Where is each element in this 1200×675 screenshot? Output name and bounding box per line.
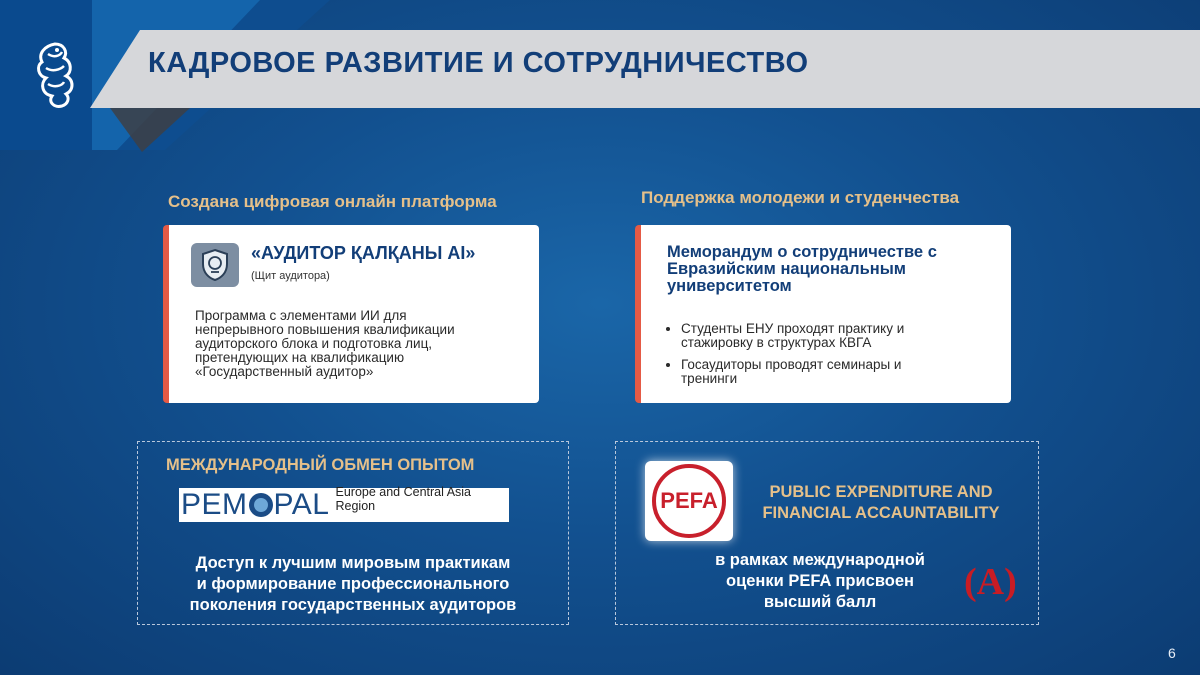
youth-heading: Поддержка молодежи и студенчества <box>641 188 960 207</box>
pempal-region: Europe and Central Asia Region <box>335 485 472 513</box>
pempal-logo-text: PEM PAL <box>181 488 330 521</box>
memorandum-card <box>635 225 1011 403</box>
pefa-heading: PUBLIC EXPENDITURE AND FINANCIAL ACCAUNTABILITY <box>762 483 1000 522</box>
shield-icon <box>191 243 239 287</box>
pempal-logo <box>179 485 509 522</box>
platform-heading: Создана цифровая онлайн платформа <box>168 192 497 211</box>
platform-name: «АУДИТОР ҚАЛҚАНЫ AI» <box>251 243 476 263</box>
pefa-text: в рамках международной оценки PEFA присвоен высший балл <box>715 551 925 611</box>
platform-description: Программа с элементами ИИ для непрерывного повышения квалификации аудиторского блока и подготовка лиц, претендующих на квалификацию «Государственный аудитор» <box>195 308 455 379</box>
snow-leopard-logo-icon <box>30 40 80 110</box>
logo-panel <box>0 0 92 150</box>
globe-icon <box>249 493 273 517</box>
list-item: • Госаудиторы проводят семинары и тренинги <box>681 358 1011 386</box>
platform-card <box>163 225 539 403</box>
memorandum-title: Меморандум о сотрудничестве с Евразийским национальным университетом <box>667 243 937 295</box>
exchange-text: Доступ к лучшим мировым практикам и формирование профессионального поколения государственных аудиторов <box>189 554 517 614</box>
pefa-logo <box>645 461 733 541</box>
page-number: 6 <box>1168 645 1176 661</box>
pefa-grade: (A) <box>964 561 1017 603</box>
list-item: • Студенты ЕНУ проходят практику и стажировку в структурах КВГА <box>681 322 1011 350</box>
pefa-logo-text: PEFA <box>652 464 726 538</box>
slide-title: КАДРОВОЕ РАЗВИТИЕ И СОТРУДНИЧЕСТВО <box>148 47 809 79</box>
platform-subtitle: (Щит аудитора) <box>251 270 330 282</box>
exchange-heading: МЕЖДУНАРОДНЫЙ ОБМЕН ОПЫТОМ <box>166 456 475 474</box>
memorandum-bullets <box>667 322 1011 394</box>
